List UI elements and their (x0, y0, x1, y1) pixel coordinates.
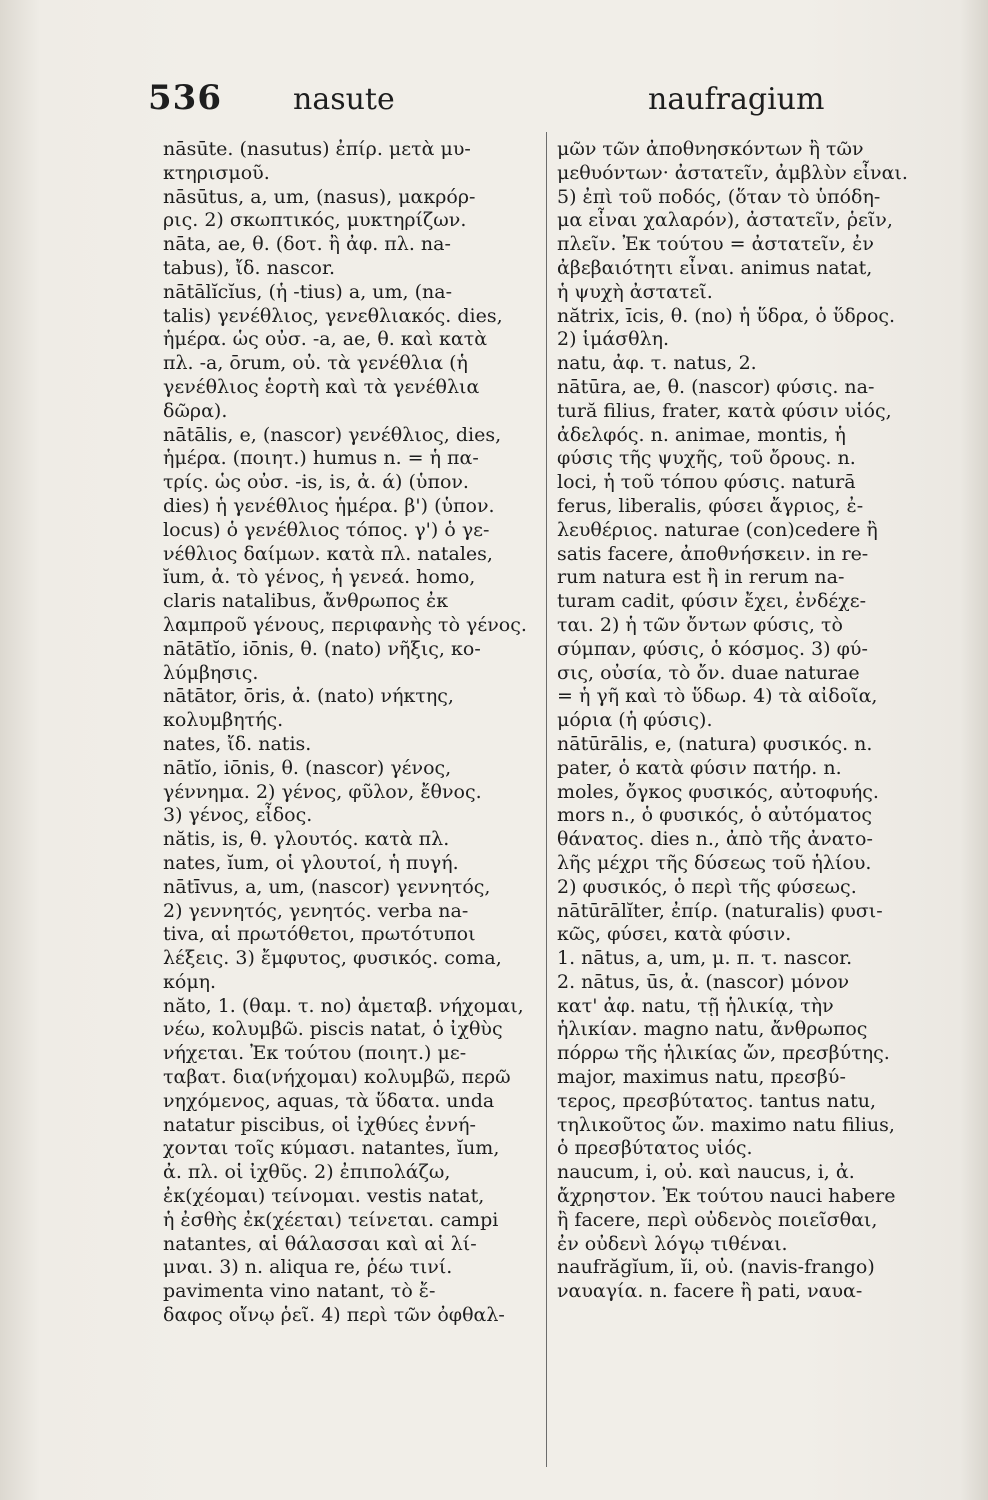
text-line: nătrix, īcis, θ. (no) ἡ ὕδρα, ὁ ὕδρος. (557, 304, 896, 327)
text-line: δῶρα). (163, 399, 228, 422)
page-number: 536 (148, 78, 222, 118)
guide-word-right: naufragium (648, 82, 825, 117)
text-line: τρίς. ὡς οὐσ. -is, is, ἀ. ά) (ὑπον. (163, 471, 469, 494)
text-line: dies) ἡ γενέθλιος ἡμέρα. β') (ὑπον. (163, 494, 495, 517)
text-line: ferus, liberalis, φύσει ἄγριος, ἐ- (557, 494, 864, 517)
text-line: ἄχρηστον. Ἐκ τούτου nauci habere (557, 1185, 896, 1208)
text-line: πόρρω τῆς ἡλικίας ὤν, πρεσβύτης. (557, 1042, 890, 1065)
text-line: κτηρισμοῦ. (163, 161, 270, 184)
text-line: naufrăgĭum, ĭi, οὐ. (navis-frango) (557, 1256, 875, 1279)
text-line: νέω, κολυμβῶ. piscis natat, ὁ ἰχθὺς (163, 1018, 503, 1041)
text-line: κατ' ἀφ. natu, τῇ ἡλικίᾳ, τὴν (557, 994, 834, 1017)
text-line: tură filius, frater, κατὰ φύσιν υἱός, (557, 399, 892, 422)
text-line: natatur piscibus, οἱ ἰχθύες ἐννή- (163, 1113, 476, 1136)
text-line: ὁ πρεσβύτατος υἱός. (557, 1137, 753, 1160)
text-line: loci, ἡ τοῦ τόπου φύσις. naturā (557, 471, 856, 494)
text-line: talis) γενέθλιος, γενεθλιακός. dies, (163, 304, 503, 327)
text-line: moles, ὄγκος φυσικός, αὐτοφυής. (557, 780, 879, 803)
guide-word-left: nasute (293, 82, 395, 117)
text-line: nates, ĭum, οἱ γλουτοί, ἡ πυγή. (163, 851, 459, 874)
text-line: tabus), ἴδ. nascor. (163, 256, 336, 279)
text-line: nātĭo, iōnis, θ. (nascor) γένος, (163, 756, 452, 779)
text-line: μῶν τῶν ἀποθνησκόντων ἢ τῶν (557, 138, 864, 160)
text-line: rum natura est ἢ in rerum na- (557, 566, 845, 589)
text-line: νήχεται. Ἐκ τούτου (ποιητ.) με- (163, 1042, 467, 1065)
text-line: μεθυόντων· ἀστατεῖν, ἀμβλὺν εἶναι. (557, 161, 908, 184)
text-line: ἡμέρα. ὡς οὐσ. -a, ae, θ. καὶ κατὰ (163, 328, 488, 351)
text-line: μναι. 3) n. aliqua re, ῥέω τινί. (163, 1256, 453, 1279)
text-line: ἐν οὐδενὶ λόγῳ τιθέναι. (557, 1232, 788, 1255)
text-line: = ἡ γῆ καὶ τὸ ὕδωρ. 4) τὰ αἰδοῖα, (557, 685, 878, 708)
text-line: ἀδελφός. n. animae, montis, ἡ (557, 423, 846, 446)
text-line: ἢ facere, περὶ οὐδενὸς ποιεῖσθαι, (557, 1208, 878, 1231)
text-line: κόμη. (163, 970, 217, 993)
text-line: πλεῖν. Ἐκ τούτου = ἀστατεῖν, ἐν (557, 233, 874, 256)
text-line: locus) ὁ γενέθλιος τόπος. γ') ὁ γε- (163, 518, 490, 541)
text-line: naucum, i, οὐ. καὶ naucus, i, ἀ. (557, 1161, 855, 1184)
text-line: πλ. -a, ōrum, οὐ. τὰ γενέθλια (ἡ (163, 352, 468, 375)
text-line: ἀ. πλ. οἱ ἰχθῦς. 2) ἐπιπολάζω, (163, 1161, 451, 1184)
text-line: nātālĭcĭus, (ἡ -tius) a, um, (na- (163, 280, 453, 303)
text-line: ἡ ψυχὴ ἀστατεῖ. (557, 280, 713, 303)
text-line: σις, οὐσία, τὸ ὄν. duae naturae (557, 661, 860, 684)
text-line: nates, ἴδ. natis. (163, 732, 312, 755)
text-line: θάνατος. dies n., ἀπὸ τῆς ἀνατο- (557, 828, 873, 851)
text-line: 3) γένος, εἶδος. (163, 804, 313, 827)
text-line: λαμπροῦ γένους, περιφανὴς τὸ γένος. (163, 613, 527, 636)
text-line: natantes, αἱ θάλασσαι καὶ αἱ λί- (163, 1232, 477, 1255)
right-column (557, 138, 952, 1304)
text-line: ναυαγία. n. facere ἢ pati, ναυα- (557, 1280, 863, 1303)
text-line: claris natalibus, ἄνθρωπος ἐκ (163, 590, 449, 613)
text-line: ĭum, ἀ. τὸ γένος, ἡ γενεά. homo, (163, 566, 476, 589)
text-line: natu, ἀφ. τ. natus, 2. (557, 352, 757, 375)
text-line: σύμπαν, φύσις, ὁ κόσμος. 3) φύ- (557, 637, 868, 660)
text-line: major, maximus natu, πρεσβύ- (557, 1066, 846, 1089)
text-line: νέθλιος δαίμων. κατὰ πλ. natales, (163, 542, 493, 565)
text-line: λέξεις. 3) ἔμφυτος, φυσικός. coma, (163, 947, 502, 970)
text-line: ἀβεβαιότητι εἶναι. animus natat, (557, 256, 873, 279)
text-line: ἡλικίαν. magno natu, ἄνθρωπος (557, 1018, 868, 1041)
text-line: ἡ ἐσθὴς ἐκ(χέεται) τείνεται. campi (163, 1208, 499, 1231)
page-header (148, 78, 825, 122)
text-line: nātīvus, a, um, (nascor) γεννητός, (163, 875, 491, 898)
text-line: 2) ἱμάσθλη. (557, 328, 670, 351)
text-line: γέννημα. 2) γένος, φῦλον, ἔθνος. (163, 780, 482, 803)
text-line: nāsūte. (nasutus) ἐπίρ. μετὰ μυ- (163, 138, 471, 160)
text-line: nātūra, ae, θ. (nascor) φύσις. na- (557, 375, 875, 398)
text-line: ρις. 2) σκωπτικός, μυκτηρίζων. (163, 209, 467, 232)
text-line: mors n., ὁ φυσικός, ὁ αὐτόματος (557, 804, 873, 827)
text-line: pavimenta vino natant, τὸ ἔ- (163, 1280, 436, 1303)
text-line: νηχόμενος, aquas, τὰ ὕδατα. unda (163, 1089, 495, 1112)
column-divider (546, 132, 547, 1467)
text-line: nāta, ae, θ. (δοτ. ἢ ἀφ. πλ. na- (163, 233, 451, 256)
text-line: λύμβησις. (163, 661, 259, 684)
text-line: 2. nātus, ūs, ἀ. (nascor) μόνον (557, 970, 850, 993)
text-line: λῆς μέχρι τῆς δύσεως τοῦ ἡλίου. (557, 851, 872, 874)
text-line: κολυμβητής. (163, 709, 284, 732)
text-line: tiva, αἱ πρωτόθετοι, πρωτότυποι (163, 923, 476, 946)
left-column (163, 138, 558, 1328)
text-line: μα εἶναι χαλαρόν), ἀστατεῖν, ῥεῖν, (557, 209, 893, 232)
text-line: nātūrālĭter, ἐπίρ. (naturalis) φυσι- (557, 899, 883, 922)
text-line: nātālis, e, (nascor) γενέθλιος, dies, (163, 423, 502, 446)
text-line: ταβατ. δια(νήχομαι) κολυμβῶ, περῶ (163, 1066, 511, 1089)
text-line: nātātĭo, iōnis, θ. (nato) νῆξις, κο- (163, 637, 481, 660)
text-line: δαφος οἴνῳ ῥεῖ. 4) περὶ τῶν ὀφθαλ- (163, 1304, 505, 1327)
text-line: turam cadit, φύσιν ἔχει, ἐνδέχε- (557, 590, 867, 613)
text-line: ἐκ(χέομαι) τείνομαι. vestis natat, (163, 1185, 485, 1208)
text-line: κῶς, φύσει, κατὰ φύσιν. (557, 923, 792, 946)
text-line: φύσις τῆς ψυχῆς, τοῦ ὄρους. n. (557, 447, 856, 470)
text-line: 2) γεννητός, γενητός. verba na- (163, 899, 469, 922)
text-line: năto, 1. (θαμ. τ. no) ἀμεταβ. νήχομαι, (163, 994, 524, 1017)
text-line: pater, ὁ κατὰ φύσιν πατήρ. n. (557, 756, 842, 779)
text-line: χονται τοῖς κύμασι. natantes, ĭum, (163, 1137, 500, 1160)
text-line: μόρια (ἡ φύσις). (557, 709, 713, 732)
text-line: nātūrālis, e, (natura) φυσικός. n. (557, 732, 873, 755)
text-line: 2) φυσικός, ὁ περὶ τῆς φύσεως. (557, 875, 857, 898)
text-line: satis facere, ἀποθνήσκειν. in re- (557, 542, 869, 565)
text-line: τερος, πρεσβύτατος. tantus natu, (557, 1089, 877, 1112)
text-line: nāsūtus, a, um, (nasus), μακρόρ- (163, 185, 476, 208)
text-line: λευθέριος. naturae (con)cedere ἢ (557, 518, 878, 541)
text-line: 1. nātus, a, um, μ. π. τ. nascor. (557, 947, 853, 970)
text-line: nātātor, ōris, ἀ. (nato) νήκτης, (163, 685, 454, 708)
text-line: ται. 2) ἡ τῶν ὄντων φύσις, τὸ (557, 613, 843, 636)
text-line: nătis, is, θ. γλουτός. κατὰ πλ. (163, 828, 450, 851)
text-line: 5) ἐπὶ τοῦ ποδός, (ὅταν τὸ ὑπόδη- (557, 185, 881, 208)
text-line: τηλικοῦτος ὤν. maximo natu filius, (557, 1113, 895, 1136)
text-line: ἡμέρα. (ποιητ.) humus n. = ἡ πα- (163, 447, 479, 470)
text-line: γενέθλιος ἑορτὴ καὶ τὰ γενέθλια (163, 375, 480, 398)
